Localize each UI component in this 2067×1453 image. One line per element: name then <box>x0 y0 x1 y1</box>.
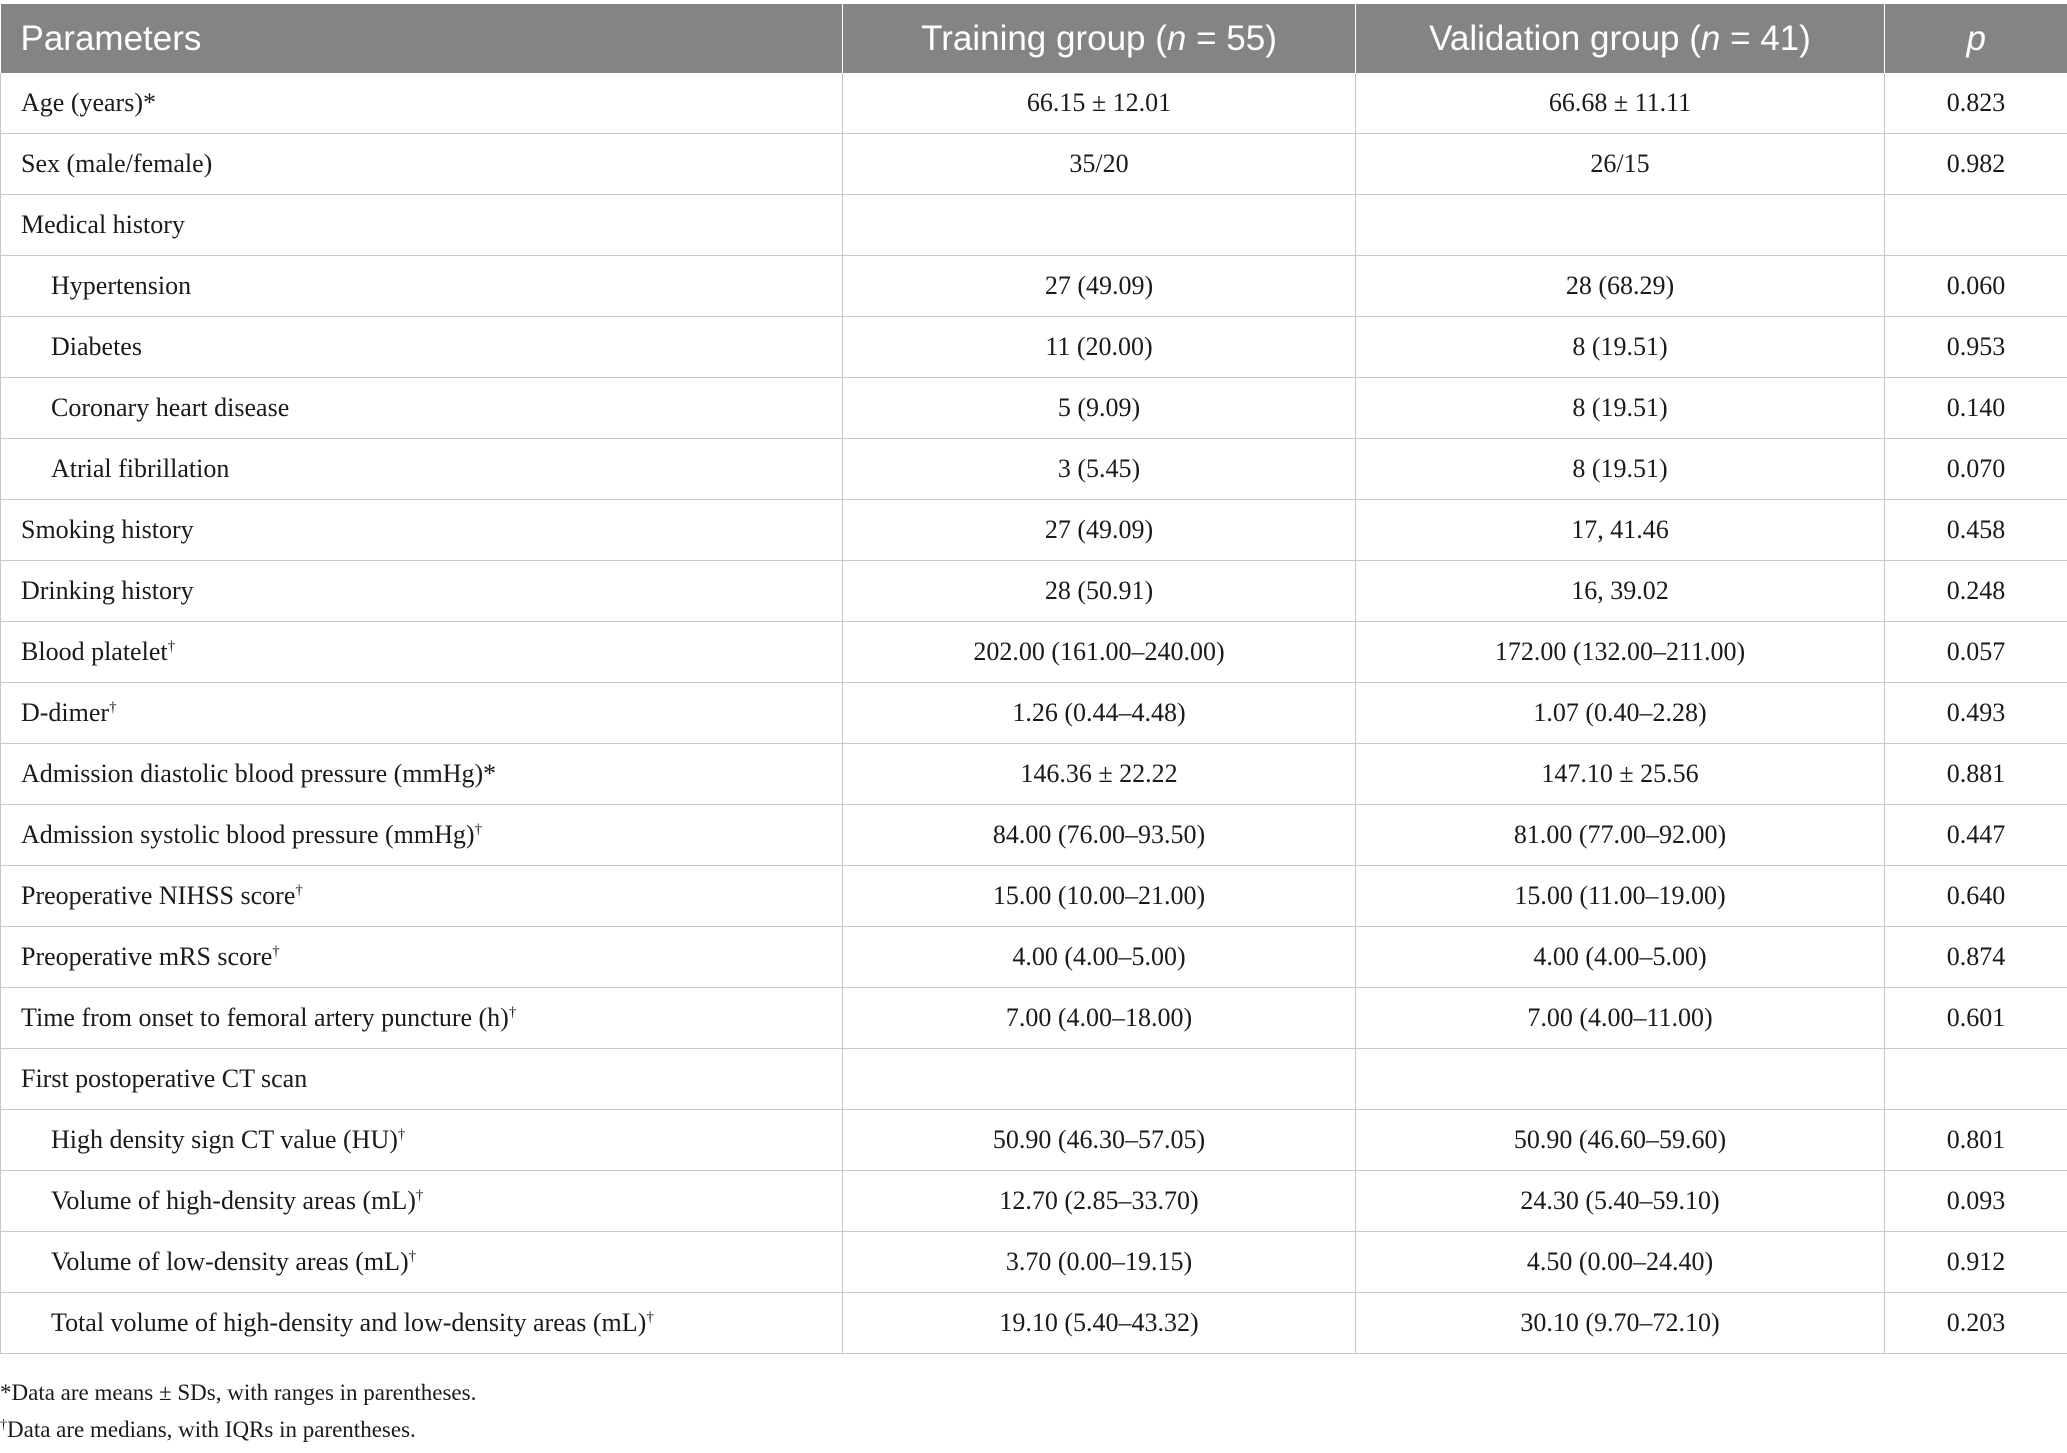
header-training-prefix: Training group ( <box>921 18 1167 58</box>
cell-training-value: 19.10 (5.40–43.32) <box>843 1293 1356 1354</box>
cell-p-value: 0.093 <box>1885 1171 2067 1232</box>
parameter-label: Preoperative mRS score <box>21 942 273 971</box>
header-validation-group <box>1356 4 1885 73</box>
parameter-label: Coronary heart disease <box>51 393 290 422</box>
table-row <box>1 1110 2067 1171</box>
cell-training-value: 3.70 (0.00–19.15) <box>843 1232 1356 1293</box>
table-row <box>1 927 2067 988</box>
cell-p-value: 0.060 <box>1885 256 2067 317</box>
table-row <box>1 439 2067 500</box>
cell-validation-value: 4.50 (0.00–24.40) <box>1356 1232 1885 1293</box>
cell-p-value: 0.801 <box>1885 1110 2067 1171</box>
cell-p-value: 0.203 <box>1885 1293 2067 1354</box>
cell-p-value: 0.447 <box>1885 805 2067 866</box>
characteristics-table <box>0 4 2067 1354</box>
cell-parameter <box>1 805 843 866</box>
cell-p-value: 0.881 <box>1885 744 2067 805</box>
cell-training-value: 50.90 (46.30–57.05) <box>843 1110 1356 1171</box>
footnote-medians-text: Data are medians, with IQRs in parentheses. <box>7 1417 416 1442</box>
table-row <box>1 256 2067 317</box>
table-header-row <box>1 4 2067 73</box>
cell-training-value: 84.00 (76.00–93.50) <box>843 805 1356 866</box>
cell-parameter <box>1 1171 843 1232</box>
table-row <box>1 866 2067 927</box>
cell-parameter <box>1 988 843 1049</box>
header-parameters-label: Parameters <box>20 18 202 58</box>
table-row <box>1 561 2067 622</box>
table-row <box>1 378 2067 439</box>
dagger-mark: † <box>408 1248 417 1265</box>
dagger-mark: † <box>109 699 117 716</box>
table-row <box>1 1171 2067 1232</box>
cell-training-value: 202.00 (161.00–240.00) <box>843 622 1356 683</box>
footnote-medians <box>0 1411 476 1448</box>
cell-p-value: 0.057 <box>1885 622 2067 683</box>
table-row <box>1 683 2067 744</box>
cell-validation-value: 8 (19.51) <box>1356 439 1885 500</box>
parameter-label: Admission systolic blood pressure (mmHg) <box>21 820 475 849</box>
table-row <box>1 500 2067 561</box>
cell-validation-value: 30.10 (9.70–72.10) <box>1356 1293 1885 1354</box>
cell-p-value: 0.458 <box>1885 500 2067 561</box>
cell-validation-value: 8 (19.51) <box>1356 317 1885 378</box>
cell-validation-value: 28 (68.29) <box>1356 256 1885 317</box>
cell-training-value: 11 (20.00) <box>843 317 1356 378</box>
parameter-label: Age (years)* <box>21 88 156 117</box>
cell-validation-value: 66.68 ± 11.11 <box>1356 73 1885 134</box>
cell-parameter <box>1 1232 843 1293</box>
table-row <box>1 622 2067 683</box>
cell-validation-value <box>1356 1049 1885 1110</box>
table-row <box>1 1293 2067 1354</box>
table-row <box>1 805 2067 866</box>
parameter-label: Drinking history <box>21 576 194 605</box>
cell-training-value: 1.26 (0.44–4.48) <box>843 683 1356 744</box>
parameter-label: Total volume of high-density and low-density areas (mL) <box>51 1308 647 1337</box>
cell-validation-value: 147.10 ± 25.56 <box>1356 744 1885 805</box>
cell-p-value: 0.601 <box>1885 988 2067 1049</box>
header-validation-prefix: Validation group ( <box>1429 18 1701 58</box>
cell-p-value: 0.640 <box>1885 866 2067 927</box>
table-row <box>1 195 2067 256</box>
parameter-label: Smoking history <box>21 515 194 544</box>
cell-parameter <box>1 866 843 927</box>
dagger-mark: † <box>295 882 303 899</box>
cell-p-value: 0.823 <box>1885 73 2067 134</box>
cell-p-value <box>1885 195 2067 256</box>
parameter-label: Sex (male/female) <box>21 149 213 178</box>
header-p-value <box>1885 4 2067 73</box>
cell-training-value: 27 (49.09) <box>843 500 1356 561</box>
cell-p-value: 0.070 <box>1885 439 2067 500</box>
cell-parameter <box>1 134 843 195</box>
cell-parameter <box>1 561 843 622</box>
header-training-n: n <box>1166 18 1187 58</box>
cell-validation-value: 4.00 (4.00–5.00) <box>1356 927 1885 988</box>
cell-parameter <box>1 683 843 744</box>
cell-validation-value: 1.07 (0.40–2.28) <box>1356 683 1885 744</box>
footnote-dagger-mark: † <box>0 1417 7 1433</box>
parameter-label: Time from onset to femoral artery puncture (h) <box>21 1003 509 1032</box>
cell-training-value: 5 (9.09) <box>843 378 1356 439</box>
cell-validation-value <box>1356 195 1885 256</box>
table-row <box>1 134 2067 195</box>
cell-validation-value: 7.00 (4.00–11.00) <box>1356 988 1885 1049</box>
parameter-label: Diabetes <box>51 332 142 361</box>
cell-training-value: 35/20 <box>843 134 1356 195</box>
cell-parameter <box>1 744 843 805</box>
characteristics-table-container <box>0 4 2067 1354</box>
cell-training-value: 4.00 (4.00–5.00) <box>843 927 1356 988</box>
parameter-label: Volume of low-density areas (mL) <box>51 1247 409 1276</box>
table-row <box>1 988 2067 1049</box>
table-row <box>1 1232 2067 1293</box>
header-validation-suffix: = 41) <box>1720 18 1811 58</box>
table-row <box>1 1049 2067 1110</box>
cell-parameter <box>1 256 843 317</box>
cell-validation-value: 26/15 <box>1356 134 1885 195</box>
header-training-suffix: = 55) <box>1186 18 1277 58</box>
cell-p-value: 0.953 <box>1885 317 2067 378</box>
parameter-label: Blood platelet <box>21 637 168 666</box>
cell-validation-value: 16, 39.02 <box>1356 561 1885 622</box>
header-training-group <box>843 4 1356 73</box>
dagger-mark: † <box>508 1004 517 1021</box>
cell-parameter <box>1 622 843 683</box>
table-footnotes <box>0 1374 476 1448</box>
table-row <box>1 317 2067 378</box>
cell-validation-value: 8 (19.51) <box>1356 378 1885 439</box>
cell-p-value: 0.982 <box>1885 134 2067 195</box>
cell-training-value: 28 (50.91) <box>843 561 1356 622</box>
cell-p-value: 0.140 <box>1885 378 2067 439</box>
cell-p-value: 0.493 <box>1885 683 2067 744</box>
header-validation-n: n <box>1700 18 1721 58</box>
dagger-mark: † <box>415 1187 424 1204</box>
cell-parameter <box>1 1110 843 1171</box>
cell-parameter <box>1 73 843 134</box>
cell-parameter <box>1 1293 843 1354</box>
parameter-label: Volume of high-density areas (mL) <box>51 1186 416 1215</box>
dagger-mark: † <box>474 821 483 838</box>
cell-training-value: 27 (49.09) <box>843 256 1356 317</box>
header-parameters <box>1 4 843 73</box>
cell-training-value: 146.36 ± 22.22 <box>843 744 1356 805</box>
parameter-label: Hypertension <box>51 271 192 300</box>
cell-p-value: 0.912 <box>1885 1232 2067 1293</box>
cell-parameter <box>1 927 843 988</box>
cell-training-value: 15.00 (10.00–21.00) <box>843 866 1356 927</box>
cell-validation-value: 50.90 (46.60–59.60) <box>1356 1110 1885 1171</box>
cell-training-value: 3 (5.45) <box>843 439 1356 500</box>
cell-validation-value: 24.30 (5.40–59.10) <box>1356 1171 1885 1232</box>
cell-training-value <box>843 195 1356 256</box>
parameter-label: Atrial fibrillation <box>51 454 230 483</box>
cell-training-value: 12.70 (2.85–33.70) <box>843 1171 1356 1232</box>
parameter-label: Medical history <box>21 210 185 239</box>
cell-validation-value: 172.00 (132.00–211.00) <box>1356 622 1885 683</box>
cell-parameter <box>1 195 843 256</box>
parameter-label: D-dimer <box>21 698 110 727</box>
cell-parameter <box>1 317 843 378</box>
cell-parameter <box>1 500 843 561</box>
table-row <box>1 73 2067 134</box>
parameter-label: Preoperative NIHSS score <box>21 881 296 910</box>
cell-training-value <box>843 1049 1356 1110</box>
cell-parameter <box>1 439 843 500</box>
footnote-means: *Data are means ± SDs, with ranges in parentheses. <box>0 1380 477 1405</box>
cell-training-value: 7.00 (4.00–18.00) <box>843 988 1356 1049</box>
table-row <box>1 744 2067 805</box>
cell-p-value <box>1885 1049 2067 1110</box>
cell-training-value: 66.15 ± 12.01 <box>843 73 1356 134</box>
cell-p-value: 0.874 <box>1885 927 2067 988</box>
cell-validation-value: 15.00 (11.00–19.00) <box>1356 866 1885 927</box>
header-p-label: p <box>1966 18 1986 58</box>
dagger-mark: † <box>167 638 176 655</box>
cell-parameter <box>1 378 843 439</box>
cell-validation-value: 17, 41.46 <box>1356 500 1885 561</box>
parameter-label: First postoperative CT scan <box>21 1064 308 1093</box>
parameter-label: High density sign CT value (HU) <box>51 1125 398 1154</box>
cell-parameter <box>1 1049 843 1110</box>
dagger-mark: † <box>397 1126 406 1143</box>
cell-validation-value: 81.00 (77.00–92.00) <box>1356 805 1885 866</box>
dagger-mark: † <box>272 943 280 960</box>
parameter-label: Admission diastolic blood pressure (mmHg)* <box>21 759 497 788</box>
cell-p-value: 0.248 <box>1885 561 2067 622</box>
dagger-mark: † <box>646 1309 654 1326</box>
